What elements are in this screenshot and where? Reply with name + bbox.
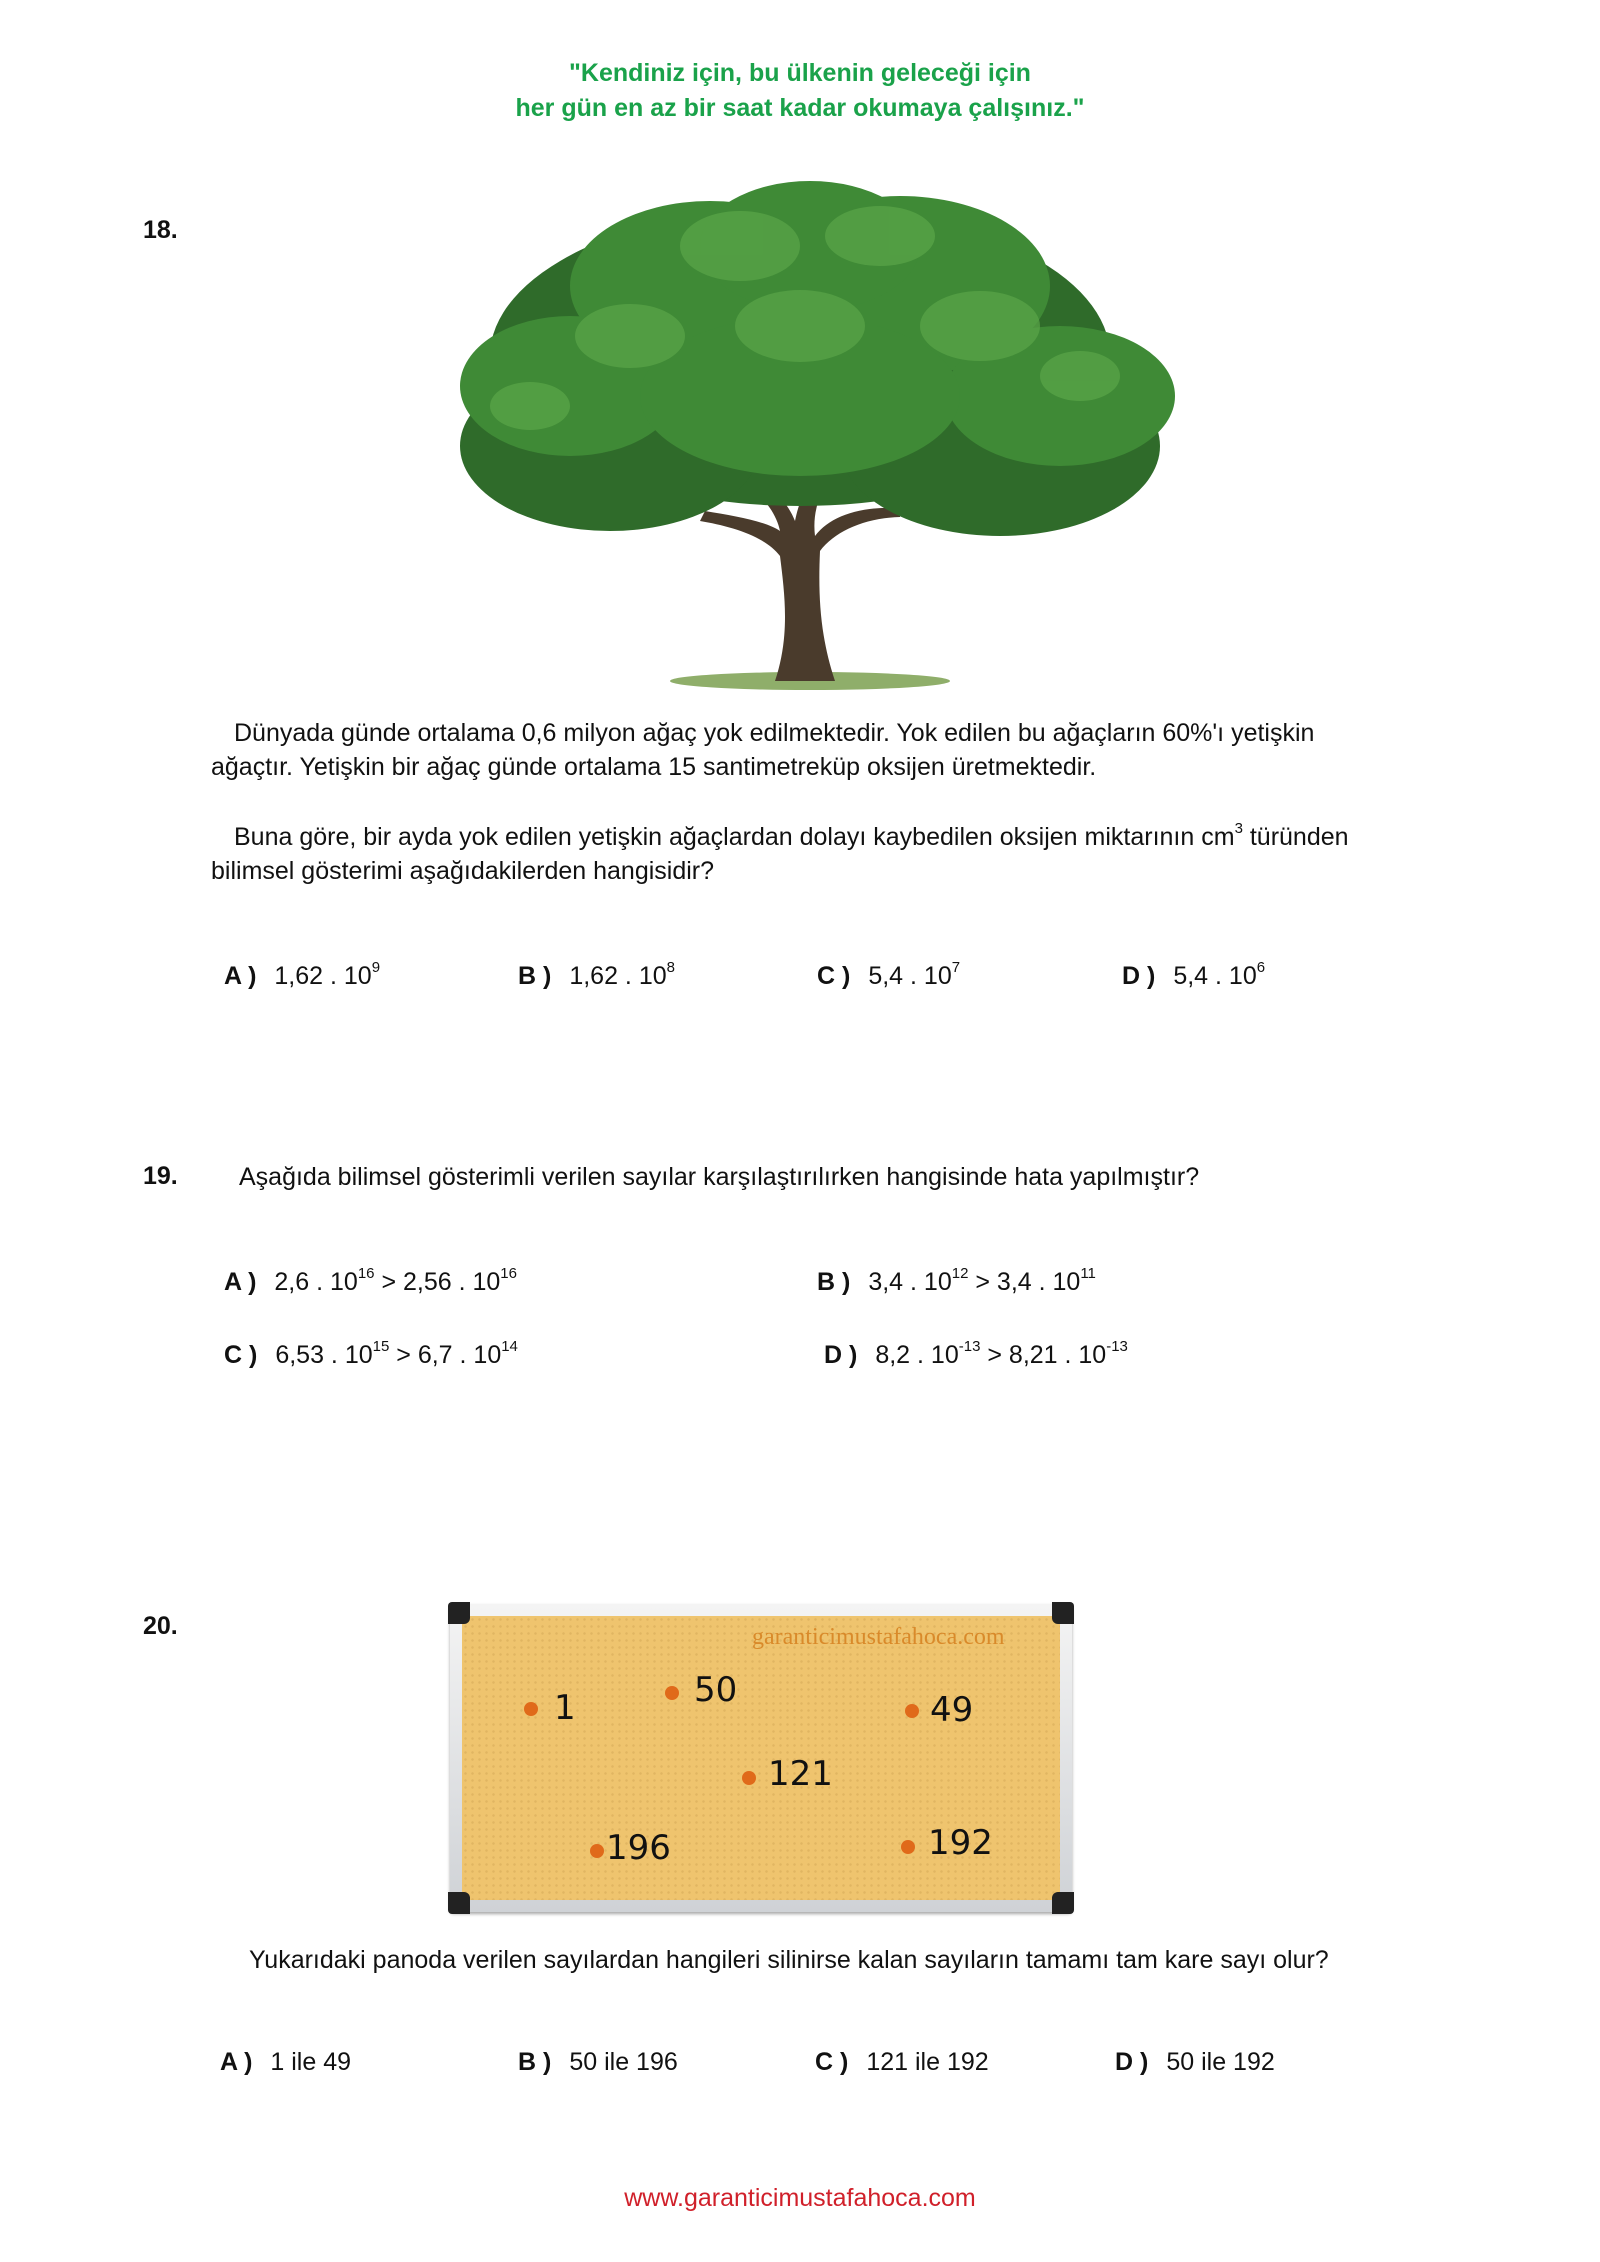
q20-question-text: Yukarıdaki panoda verilen sayılardan hangileri silinirse kalan sayıların tamamı tam kare sayı olur? [249,1946,1329,1974]
option-label: B ) [817,1268,851,1296]
board-corner-top-left [448,1602,470,1624]
header-line-1: "Kendiniz için, bu ülkenin geleceği için [569,59,1031,87]
q18-option-b[interactable] [518,959,675,991]
option-left-value: 8,2 . 10 [875,1341,959,1369]
option-label: B ) [518,2048,552,2076]
q18-paragraph-1-line-2: ağaçtır. Yetişkin bir ağaç günde ortalama 15 santimetreküp oksijen üretmektedir. [211,753,1097,781]
option-right-value: > 6,7 . 10 [389,1341,502,1369]
question-20-number: 20. [143,1612,178,1640]
q18-paragraph-2-line-1 [234,820,1349,854]
pin-dot [665,1686,679,1700]
cork-board [450,1604,1072,1912]
option-exponent: 6 [1256,959,1266,976]
q18-para2-text-b: türünden [1242,823,1349,851]
board-number-49: 49 [930,1690,974,1730]
board-watermark: garanticimustafahoca.com [752,1624,1005,1650]
option-left-exponent: 16 [357,1265,375,1282]
header-quote [0,56,1600,126]
q18-option-d[interactable] [1122,959,1266,991]
option-left-value: 3,4 . 10 [868,1268,952,1296]
option-left-value: 2,6 . 10 [274,1268,358,1296]
pin-dot [742,1771,756,1785]
option-label: B ) [518,962,552,990]
option-value: 1,62 . 10 [274,962,372,990]
option-value: 5,4 . 10 [868,962,952,990]
option-value: 1,62 . 10 [569,962,667,990]
board-number-1: 1 [554,1688,576,1728]
q19-option-a[interactable] [224,1265,517,1297]
q20-option-a[interactable] [220,2048,351,2077]
board-number-50: 50 [694,1670,738,1710]
option-left-value: 6,53 . 10 [275,1341,373,1369]
q18-paragraph-1-line-1: Dünyada günde ortalama 0,6 milyon ağaç yok edilmektedir. Yok edilen bu ağaçların 60%'ı yetişkin [234,719,1315,747]
board-number-121: 121 [768,1754,833,1794]
q18-option-a[interactable] [224,959,381,991]
option-right-value: > 3,4 . 10 [968,1268,1081,1296]
q19-question-text: Aşağıda bilimsel gösterimli verilen sayılar karşılaştırılırken hangisinde hata yapılmıştır? [239,1163,1200,1191]
option-right-exponent: 16 [500,1265,517,1282]
option-label: D ) [1115,2048,1149,2076]
q19-option-b[interactable] [817,1265,1096,1297]
pin-dot [901,1840,915,1854]
option-left-exponent: 15 [372,1338,390,1355]
footer-website-link[interactable]: www.garanticimustafahoca.com [624,2184,976,2212]
option-right-exponent: -13 [1106,1338,1128,1355]
option-exponent: 9 [371,959,381,976]
option-label: D ) [1122,962,1156,990]
q20-option-c[interactable] [815,2048,989,2077]
option-label: D ) [824,1341,858,1369]
option-left-exponent: 12 [951,1265,969,1282]
option-right-exponent: 14 [501,1338,518,1355]
pin-dot [524,1702,538,1716]
option-label: A ) [220,2048,253,2076]
option-exponent: 7 [951,959,961,976]
pin-dot [905,1704,919,1718]
option-label: A ) [224,962,257,990]
option-label: C ) [817,962,851,990]
board-corner-top-right [1052,1602,1074,1624]
board-corner-bottom-right [1052,1892,1074,1914]
option-label: C ) [224,1341,258,1369]
q19-option-d[interactable] [824,1338,1128,1370]
option-right-value: > 2,56 . 10 [374,1268,501,1296]
q18-para2-text-a: Buna göre, bir ayda yok edilen yetişkin ağaçlardan dolayı kaybedilen oksijen miktarının cm [234,823,1235,851]
q20-option-b[interactable] [518,2048,678,2077]
question-18-number: 18. [143,216,178,244]
option-value: 1 ile 49 [270,2048,352,2076]
option-right-exponent: 11 [1080,1265,1096,1282]
tree-image [380,176,1230,696]
q20-option-d[interactable] [1115,2048,1275,2077]
pin-dot [590,1844,604,1858]
option-value: 5,4 . 10 [1173,962,1257,990]
board-number-192: 192 [928,1823,993,1863]
header-line-2: her gün en az bir saat kadar okumaya çalışınız." [515,94,1085,122]
option-value: 50 ile 192 [1166,2048,1275,2076]
q19-option-c[interactable] [224,1338,518,1370]
option-value: 121 ile 192 [866,2048,989,2076]
option-right-value: > 8,21 . 10 [980,1341,1107,1369]
option-left-exponent: -13 [958,1338,981,1355]
board-corner-bottom-left [448,1892,470,1914]
option-label: C ) [815,2048,849,2076]
q18-paragraph-2-line-2: bilimsel gösterimi aşağıdakilerden hangisidir? [211,857,715,885]
option-exponent: 8 [666,959,675,976]
option-value: 50 ile 196 [569,2048,678,2076]
board-number-196: 196 [606,1828,671,1868]
q18-option-c[interactable] [817,959,961,991]
question-19-number: 19. [143,1162,178,1190]
q18-para2-superscript: 3 [1234,820,1243,837]
option-label: A ) [224,1268,257,1296]
